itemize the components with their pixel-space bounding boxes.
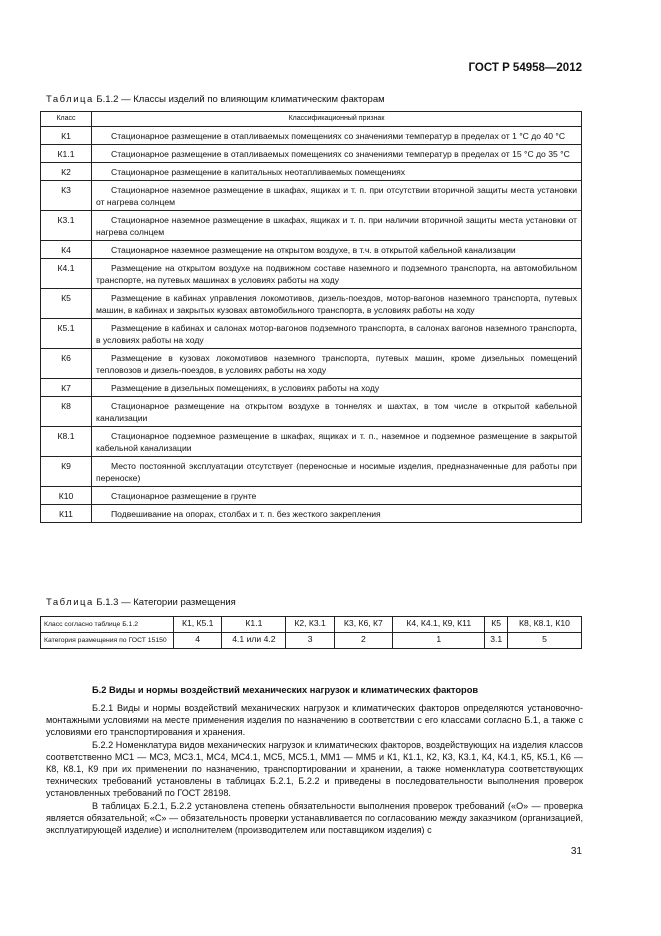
class-cell: К2 xyxy=(41,163,92,181)
table-row xyxy=(41,457,582,487)
class-cell: К6 xyxy=(41,349,92,379)
caption-text: Б.1.3 — Категории размещения xyxy=(96,597,236,608)
body-text xyxy=(46,702,583,836)
sign-cell: Стационарное размещение в капитальных неотапливаемых помещениях xyxy=(92,163,582,181)
sign-cell: Размещение в кабинах и салонах мотор-вагонов подземного транспорта, в салонах вагонов наземного транспорта, в условиях работы на ходу xyxy=(92,319,582,349)
row-header: Категория размещения по ГОСТ 15150 xyxy=(41,633,174,649)
class-cell: К8 xyxy=(41,397,92,427)
column-header-sign: Классификационный признак xyxy=(92,112,582,127)
sign-cell: Размещение в дизельных помещениях, в условиях работы на ходу xyxy=(92,379,582,397)
table-row xyxy=(41,289,582,319)
table-cell: 5 xyxy=(507,633,581,649)
class-cell: К10 xyxy=(41,487,92,505)
table-cell: К8, К8.1, К10 xyxy=(507,617,581,633)
caption-text: Б.1.2 — Классы изделий по влияющим климатическим факторам xyxy=(96,94,385,105)
paragraph: Б.2.1 Виды и нормы воздействий механических нагрузок и климатических факторов определяются установочно-монтажными условиями на месте применения изделия по назначению в соответствии с его классами согласно Б.1, а также с условиями его транспортирования и хранения. xyxy=(46,703,583,738)
class-cell: К5.1 xyxy=(41,319,92,349)
class-cell: К11 xyxy=(41,505,92,523)
sign-cell: Стационарное наземное размещение в шкафах, ящиках и т. п. при отсутствии вторичной защиты места установки от нагрева солнцем xyxy=(92,181,582,211)
table-row xyxy=(41,617,582,633)
class-cell: К9 xyxy=(41,457,92,487)
sign-cell: Размещение в кабинах управления локомотивов, дизель-поездов, мотор-вагонов наземного транспорта, путевых машин, в кабинах и закрытых кузовах автомобильного транспорта, в условиях работы на ходу xyxy=(92,289,582,319)
sign-cell: Стационарное наземное размещение на открытом воздухе, в т.ч. в открытой кабельной канализации xyxy=(92,241,582,259)
table-cell: 1 xyxy=(392,633,484,649)
class-cell: К8.1 xyxy=(41,427,92,457)
table-b13-caption xyxy=(46,597,236,608)
table-cell: К4, К4.1, К9, К11 xyxy=(392,617,484,633)
table-row xyxy=(41,241,582,259)
class-cell: К4.1 xyxy=(41,259,92,289)
section-title: Б.2 Виды и нормы воздействий механических нагрузок и климатических факторов xyxy=(92,685,479,695)
class-cell: К7 xyxy=(41,379,92,397)
sign-cell: Стационарное наземное размещение в шкафах, ящиках и т. п. при наличии вторичной защиты места установки от нагрева солнцем xyxy=(92,211,582,241)
table-row xyxy=(41,181,582,211)
table-row xyxy=(41,349,582,379)
sign-cell: Подвешивание на опорах, столбах и т. п. без жесткого закрепления xyxy=(92,505,582,523)
table-row xyxy=(41,127,582,145)
table-row xyxy=(41,259,582,289)
table-cell: 4 xyxy=(174,633,222,649)
table-row xyxy=(41,505,582,523)
paragraph: Б.2.2 Номенклатура видов механических нагрузок и климатических факторов, воздействующих на изделия классов соответственно МС1 — МС3, МС3.1, МС4, МС4.1, МС5, МС5.1, ММ1 — ММ5 и К1, К1.1, К2, К3, К3.1, К4, К4.1, К5, К5.1, К6 — К8, К8.1, К9 при их применении по назначению, транспортировании и хранении, а также номенклатура соответствующих технических требований установлены в таблицах Б.2.1, Б.2.2 и приведены в последовательности выполнения проверок установленных требований по ГОСТ 28198. xyxy=(46,739,583,799)
sign-cell: Стационарное размещение на открытом воздухе в тоннелях и шахтах, в том числе в открытой кабельной канализации xyxy=(92,397,582,427)
table-cell: К1, К5.1 xyxy=(174,617,222,633)
sign-cell: Стационарное размещение в грунте xyxy=(92,487,582,505)
table-row xyxy=(41,211,582,241)
paragraph: В таблицах Б.2.1, Б.2.2 установлена степень обязательности выполнения проверок требований («О» — проверка является обязательной; «С» — обязательность проверки устанавливается по согласованию между заказчиком (организацией, эксплуатирующей изделие) и исполнителем (производителем или поставщиком изделия) с xyxy=(46,800,583,836)
class-cell: К3 xyxy=(41,181,92,211)
table-row xyxy=(41,427,582,457)
page-number: 31 xyxy=(570,846,582,857)
table-cell: 3.1 xyxy=(485,633,507,649)
caption-prefix: Таблица xyxy=(46,597,94,608)
class-cell: К4 xyxy=(41,241,92,259)
document-header: ГОСТ Р 54958—2012 xyxy=(468,62,582,74)
table-cell: 3 xyxy=(286,633,334,649)
row-header: Класс согласно таблице Б.1.2 xyxy=(41,617,174,633)
table-cell: К3, К6, К7 xyxy=(334,617,392,633)
class-cell: К1.1 xyxy=(41,145,92,163)
table-row xyxy=(41,145,582,163)
table-cell: 4.1 или 4.2 xyxy=(222,633,286,649)
table-cell: К1.1 xyxy=(222,617,286,633)
climate-classes-table xyxy=(40,111,582,523)
caption-prefix: Таблица xyxy=(46,94,94,105)
table-row xyxy=(41,163,582,181)
class-cell: К3.1 xyxy=(41,211,92,241)
sign-cell: Размещение на открытом воздухе на подвижном составе наземного и подземного транспорта, на автомобильном транспорте, на путевых машинах в условиях работы на ходу xyxy=(92,259,582,289)
table-row xyxy=(41,633,582,649)
table-row xyxy=(41,319,582,349)
sign-cell: Место постоянной эксплуатации отсутствует (переносные и носимые изделия, предназначенные для работы при переноске) xyxy=(92,457,582,487)
sign-cell: Стационарное подземное размещение в шкафах, ящиках и т. п., наземное и подземное размещение в закрытой кабельной канализации xyxy=(92,427,582,457)
table-row xyxy=(41,397,582,427)
table-cell: К5 xyxy=(485,617,507,633)
sign-cell: Стационарное размещение в отапливаемых помещениях со значениями температур в пределах от 1 °С до 40 °С xyxy=(92,127,582,145)
sign-cell: Стационарное размещение в отапливаемых помещениях со значениями температур в пределах от 15 °С до 35 °С xyxy=(92,145,582,163)
table-cell: К2, К3.1 xyxy=(286,617,334,633)
table-cell: 2 xyxy=(334,633,392,649)
class-cell: К1 xyxy=(41,127,92,145)
column-header-class: Класс xyxy=(41,112,92,127)
climate-classes-body xyxy=(41,127,582,523)
table-row xyxy=(41,487,582,505)
class-cell: К5 xyxy=(41,289,92,319)
table-b12-caption xyxy=(46,94,385,105)
sign-cell: Размещение в кузовах локомотивов наземного транспорта, путевых машин, кроме дизельных помещений тепловозов и дизель-поездов, в условиях работы на ходу xyxy=(92,349,582,379)
table-row xyxy=(41,379,582,397)
placement-category-table xyxy=(40,616,582,649)
